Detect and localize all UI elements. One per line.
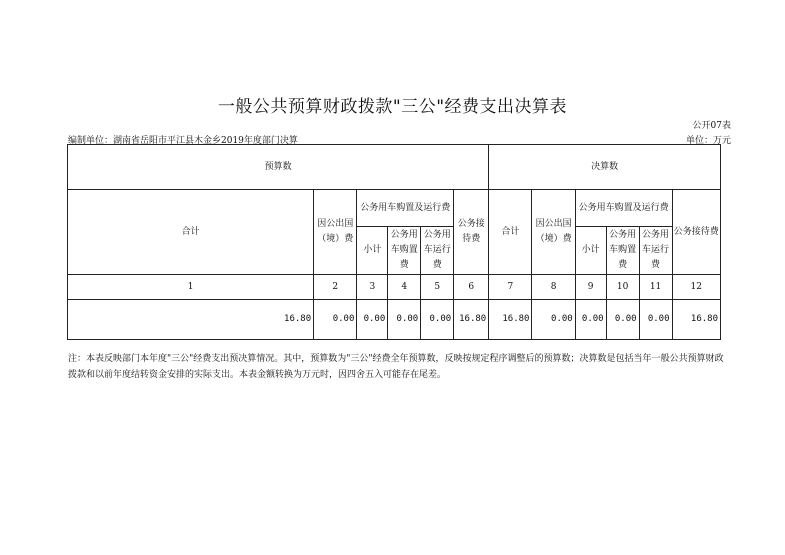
value-cell: 0.00	[421, 300, 454, 340]
final-operation-header: 公务用车运行费	[639, 227, 672, 275]
value-cell: 0.00	[575, 300, 606, 340]
footnote: 注：本表反映部门本年度"三公"经费支出预决算情况。其中，预算数为"三公"经费全年预算数，反映按规定程序调整后的预算数；决算数是包括当年一般公共预算财政拨款和以前年度结转资金安排的实际支出。本表金额转换为万元时，因四舍五入可能存在尾差。	[68, 354, 724, 380]
col-number: 8	[532, 275, 575, 300]
col-number: 6	[454, 275, 489, 300]
budget-operation-header: 公务用车运行费	[421, 227, 454, 275]
col-number: 3	[357, 275, 388, 300]
value-cell: 0.00	[532, 300, 575, 340]
value-cell: 16.80	[672, 300, 720, 340]
final-abroad-header: 因公出国（境）费	[532, 190, 575, 275]
value-cell: 0.00	[357, 300, 388, 340]
col-number: 7	[489, 275, 532, 300]
value-cell: 0.00	[314, 300, 357, 340]
form-number: 公开07表	[692, 121, 731, 131]
final-total-header: 合计	[489, 190, 532, 275]
column-number-row	[68, 275, 721, 300]
col-number: 10	[606, 275, 639, 300]
final-subtotal-header: 小计	[575, 227, 606, 275]
final-vehicle-header: 公务用车购置及运行费	[575, 190, 672, 227]
value-cell: 16.80	[68, 300, 314, 340]
table-row	[68, 300, 721, 340]
value-cell: 0.00	[606, 300, 639, 340]
value-cell: 0.00	[388, 300, 421, 340]
currency-unit: 单位：万元	[685, 136, 731, 146]
col-number: 1	[68, 275, 314, 300]
value-cell: 16.80	[454, 300, 489, 340]
budget-vehicle-header: 公务用车购置及运行费	[357, 190, 454, 227]
col-number: 4	[388, 275, 421, 300]
col-number: 12	[672, 275, 720, 300]
final-header: 决算数	[489, 145, 721, 190]
compiling-unit: 编制单位：湖南省岳阳市平江县木金乡2019年度部门决算	[68, 136, 298, 146]
final-purchase-header: 公务用车购置费	[606, 227, 639, 275]
budget-reception-header: 公务接待费	[454, 190, 489, 275]
col-number: 2	[314, 275, 357, 300]
final-reception-header: 公务接待费	[672, 190, 720, 275]
col-number: 9	[575, 275, 606, 300]
value-cell: 16.80	[489, 300, 532, 340]
budget-header: 预算数	[68, 145, 489, 190]
three-public-expenses-table	[67, 144, 721, 340]
budget-purchase-header: 公务用车购置费	[388, 227, 421, 275]
budget-subtotal-header: 小计	[357, 227, 388, 275]
col-number: 11	[639, 275, 672, 300]
budget-total-header: 合计	[68, 190, 314, 275]
budget-abroad-header: 因公出国（境）费	[314, 190, 357, 275]
col-number: 5	[421, 275, 454, 300]
value-cell: 0.00	[639, 300, 672, 340]
page-title: 一般公共预算财政拨款"三公"经费支出决算表	[217, 97, 568, 117]
